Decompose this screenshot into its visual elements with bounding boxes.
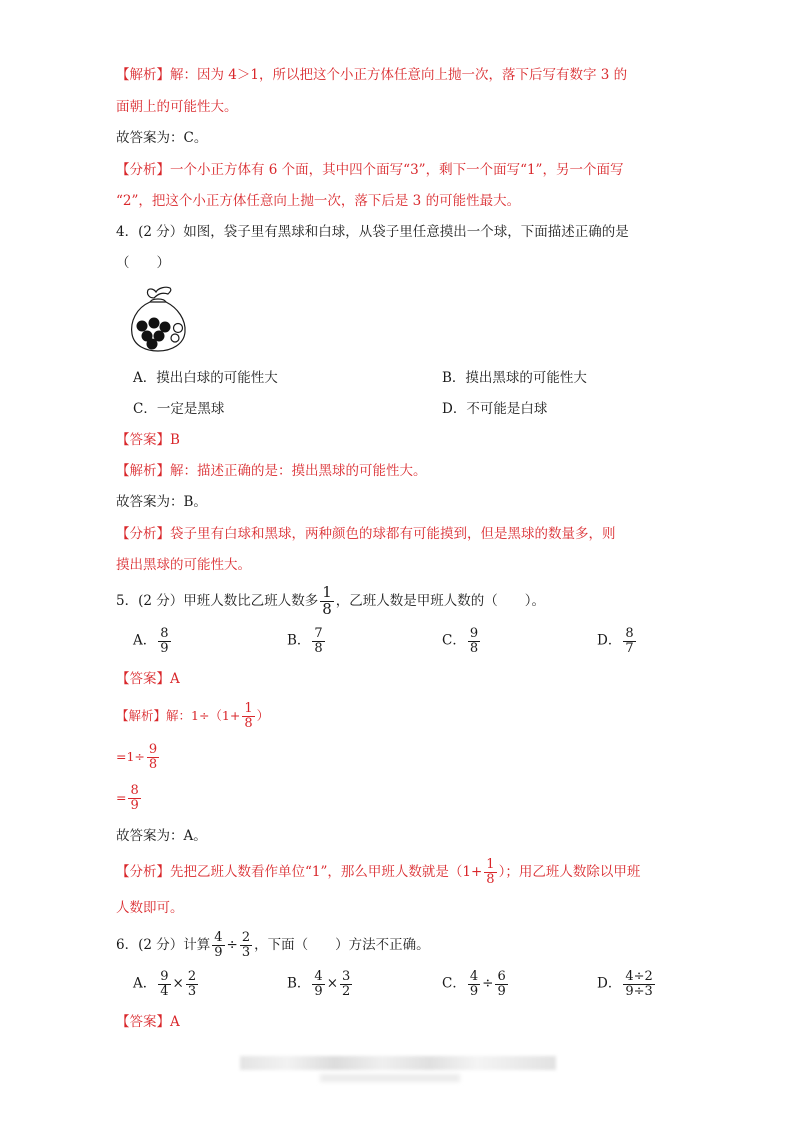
fraction-numerator: 4 [214, 930, 223, 946]
fraction-denominator: 9 [469, 983, 479, 999]
q5-stem-pre: 5．(2 分）甲班人数比乙班人数多 [116, 593, 319, 609]
fraction-denominator: 8 [148, 757, 158, 772]
q5-conclusion: 故答案为：A。 [116, 828, 207, 844]
q4-answer: 【答案】B [116, 432, 180, 448]
q3-analysis-line2: 面朝上的可能性大。 [116, 99, 238, 115]
option-fraction [468, 627, 480, 655]
black-ball-1 [137, 321, 148, 332]
fraction-denominator: 8 [469, 640, 479, 656]
q5-analysis-post: ） [256, 708, 270, 723]
q4-option-c: C．一定是黑球 [133, 401, 225, 417]
blurred-footer-watermark-2 [320, 1074, 460, 1082]
q5-option-d [597, 627, 638, 655]
option-label: C． [442, 632, 466, 649]
q5-step1-pre: =1÷ [116, 749, 145, 764]
q5-analysis-pre: 【解析】解：1÷（1+ [116, 708, 241, 723]
q6-stem-post: ，下面（ ）方法不正确。 [254, 937, 430, 953]
fraction-denominator: 3 [241, 945, 251, 960]
q5-step2-pre: = [116, 790, 127, 805]
q5-option-c [442, 627, 482, 655]
option-label: A． [133, 632, 157, 649]
black-ball-2 [149, 318, 160, 329]
option-fraction-2 [340, 970, 352, 998]
option-fraction [158, 627, 170, 655]
q4-conclusion: 故答案为：B。 [116, 494, 207, 510]
q6-option-b [287, 970, 354, 998]
option-label: B． [287, 632, 311, 649]
q5-stem-post: ，乙班人数是甲班人数的（ ）。 [335, 593, 546, 609]
q3-conclusion: 故答案为：C。 [116, 130, 208, 146]
fraction-numerator: 2 [187, 969, 197, 984]
q4-stem-line1: 4．(2 分）如图，袋子里有黑球和白球，从袋子里任意摸出一个球，下面描述正确的是 [116, 224, 629, 240]
fraction-numerator: 9 [160, 969, 169, 984]
q3-analysis-line1: 【解析】解：因为 4＞1，所以把这个小正方体任意向上抛一次，落下后写有数字 3 的 [116, 67, 628, 83]
option-fraction-2 [186, 970, 198, 998]
fraction-denominator: 8 [322, 600, 332, 618]
option-fraction [623, 970, 654, 998]
q5-step1-fraction [147, 743, 159, 771]
fraction-numerator: 2 [241, 930, 251, 946]
q5-review-pre: 【分析】先把乙班人数看作单位“1”，那么甲班人数就是（1+ [116, 864, 483, 880]
fraction-denominator: 4 [160, 983, 169, 999]
q4-stem-line2: （ ） [116, 255, 170, 271]
fraction-numerator: 1 [244, 701, 253, 717]
q5-stem [116, 584, 545, 618]
option-fraction [312, 627, 324, 655]
q3-review-line1: 【分析】一个小正方体有 6 个面，其中四个面写“3”，剩下一个面写“1”，另一个面写 [116, 162, 624, 178]
operator: × [326, 975, 339, 992]
q4-analysis: 【解析】解：描述正确的是：摸出黑球的可能性大。 [116, 463, 427, 479]
q6-option-d [597, 970, 657, 998]
q4-option-a: A．摸出白球的可能性大 [133, 370, 278, 386]
fraction-numerator: 9 [148, 742, 158, 758]
fraction-numerator: 6 [497, 969, 506, 984]
operator: ÷ [482, 975, 494, 992]
q5-review-line2: 人数即可。 [116, 900, 184, 916]
blurred-footer-watermark [240, 1056, 556, 1070]
option-fraction-1 [158, 970, 170, 998]
fraction-denominator: 9÷3 [625, 983, 653, 999]
fraction-denominator: 8 [486, 872, 495, 887]
fraction-denominator: 7 [625, 640, 634, 656]
fraction-denominator: 9 [314, 983, 323, 999]
fraction-numerator: 9 [469, 626, 479, 641]
fraction-numerator: 8 [130, 783, 139, 799]
fraction-denominator: 9 [160, 640, 169, 656]
option-label: B． [287, 975, 311, 992]
q4-review-line2: 摸出黑球的可能性大。 [116, 557, 251, 573]
fraction-numerator: 8 [625, 626, 634, 641]
operator: ÷ [226, 937, 238, 953]
q3-review-line2: “2”，把这个小正方体任意向上抛一次，落下后是 3 的可能性最大。 [116, 193, 521, 209]
q6-answer: 【答案】A [116, 1014, 180, 1030]
black-ball-3 [160, 322, 171, 333]
q4-review-line1: 【分析】袋子里有白球和黑球，两种颜色的球都有可能摸到，但是黑球的数量多，则 [116, 526, 616, 542]
q6-stem-fraction-1 [212, 931, 224, 959]
option-label: A． [133, 975, 157, 992]
q6-option-c [442, 970, 510, 998]
fraction-denominator: 3 [187, 983, 197, 999]
fraction-denominator: 8 [244, 716, 253, 731]
option-label: D． [597, 632, 622, 649]
fraction-numerator: 8 [160, 626, 169, 641]
q5-answer: 【答案】A [116, 671, 180, 687]
q6-stem-pre: 6．(2 分）计算 [116, 937, 211, 953]
q5-review-fraction [484, 858, 496, 886]
q5-stem-fraction [320, 585, 334, 618]
q6-stem [116, 928, 430, 962]
fraction-numerator: 4 [314, 969, 323, 984]
q5-review-post: ）；用乙班人数除以甲班 [498, 864, 641, 880]
fraction-denominator: 2 [342, 983, 351, 999]
fraction-numerator: 1 [486, 857, 495, 873]
fraction-numerator: 3 [342, 969, 351, 984]
q5-option-b [287, 627, 327, 655]
q5-step2-fraction [128, 784, 140, 812]
q6-stem-fraction-2 [240, 931, 252, 959]
q5-analysis [116, 700, 269, 732]
q4-option-d: D．不可能是白球 [442, 401, 548, 417]
fraction-denominator: 8 [314, 640, 323, 656]
fraction-denominator: 9 [497, 983, 506, 999]
fraction-numerator: 4 [469, 969, 479, 984]
ball-bag-illustration [128, 286, 188, 352]
q6-option-a [133, 970, 200, 998]
fraction-denominator: 9 [130, 798, 139, 813]
fraction-denominator: 9 [214, 945, 223, 960]
option-label: D． [597, 975, 622, 992]
fraction-numerator: 7 [314, 626, 323, 641]
operator: × [172, 975, 184, 992]
q5-option-a [133, 627, 173, 655]
option-fraction-1 [312, 970, 324, 998]
option-fraction-2 [495, 970, 507, 998]
option-fraction [623, 627, 635, 655]
q4-option-b: B．摸出黑球的可能性大 [442, 370, 587, 386]
q5-analysis-fraction [242, 702, 254, 730]
fraction-numerator: 4÷2 [625, 969, 653, 984]
black-ball-6 [147, 339, 158, 350]
q5-step1 [116, 741, 161, 773]
option-label: C． [442, 975, 466, 992]
q5-step2 [116, 782, 143, 814]
fraction-numerator: 1 [322, 583, 332, 602]
q5-review-line1 [116, 855, 640, 889]
option-fraction-1 [468, 970, 480, 998]
